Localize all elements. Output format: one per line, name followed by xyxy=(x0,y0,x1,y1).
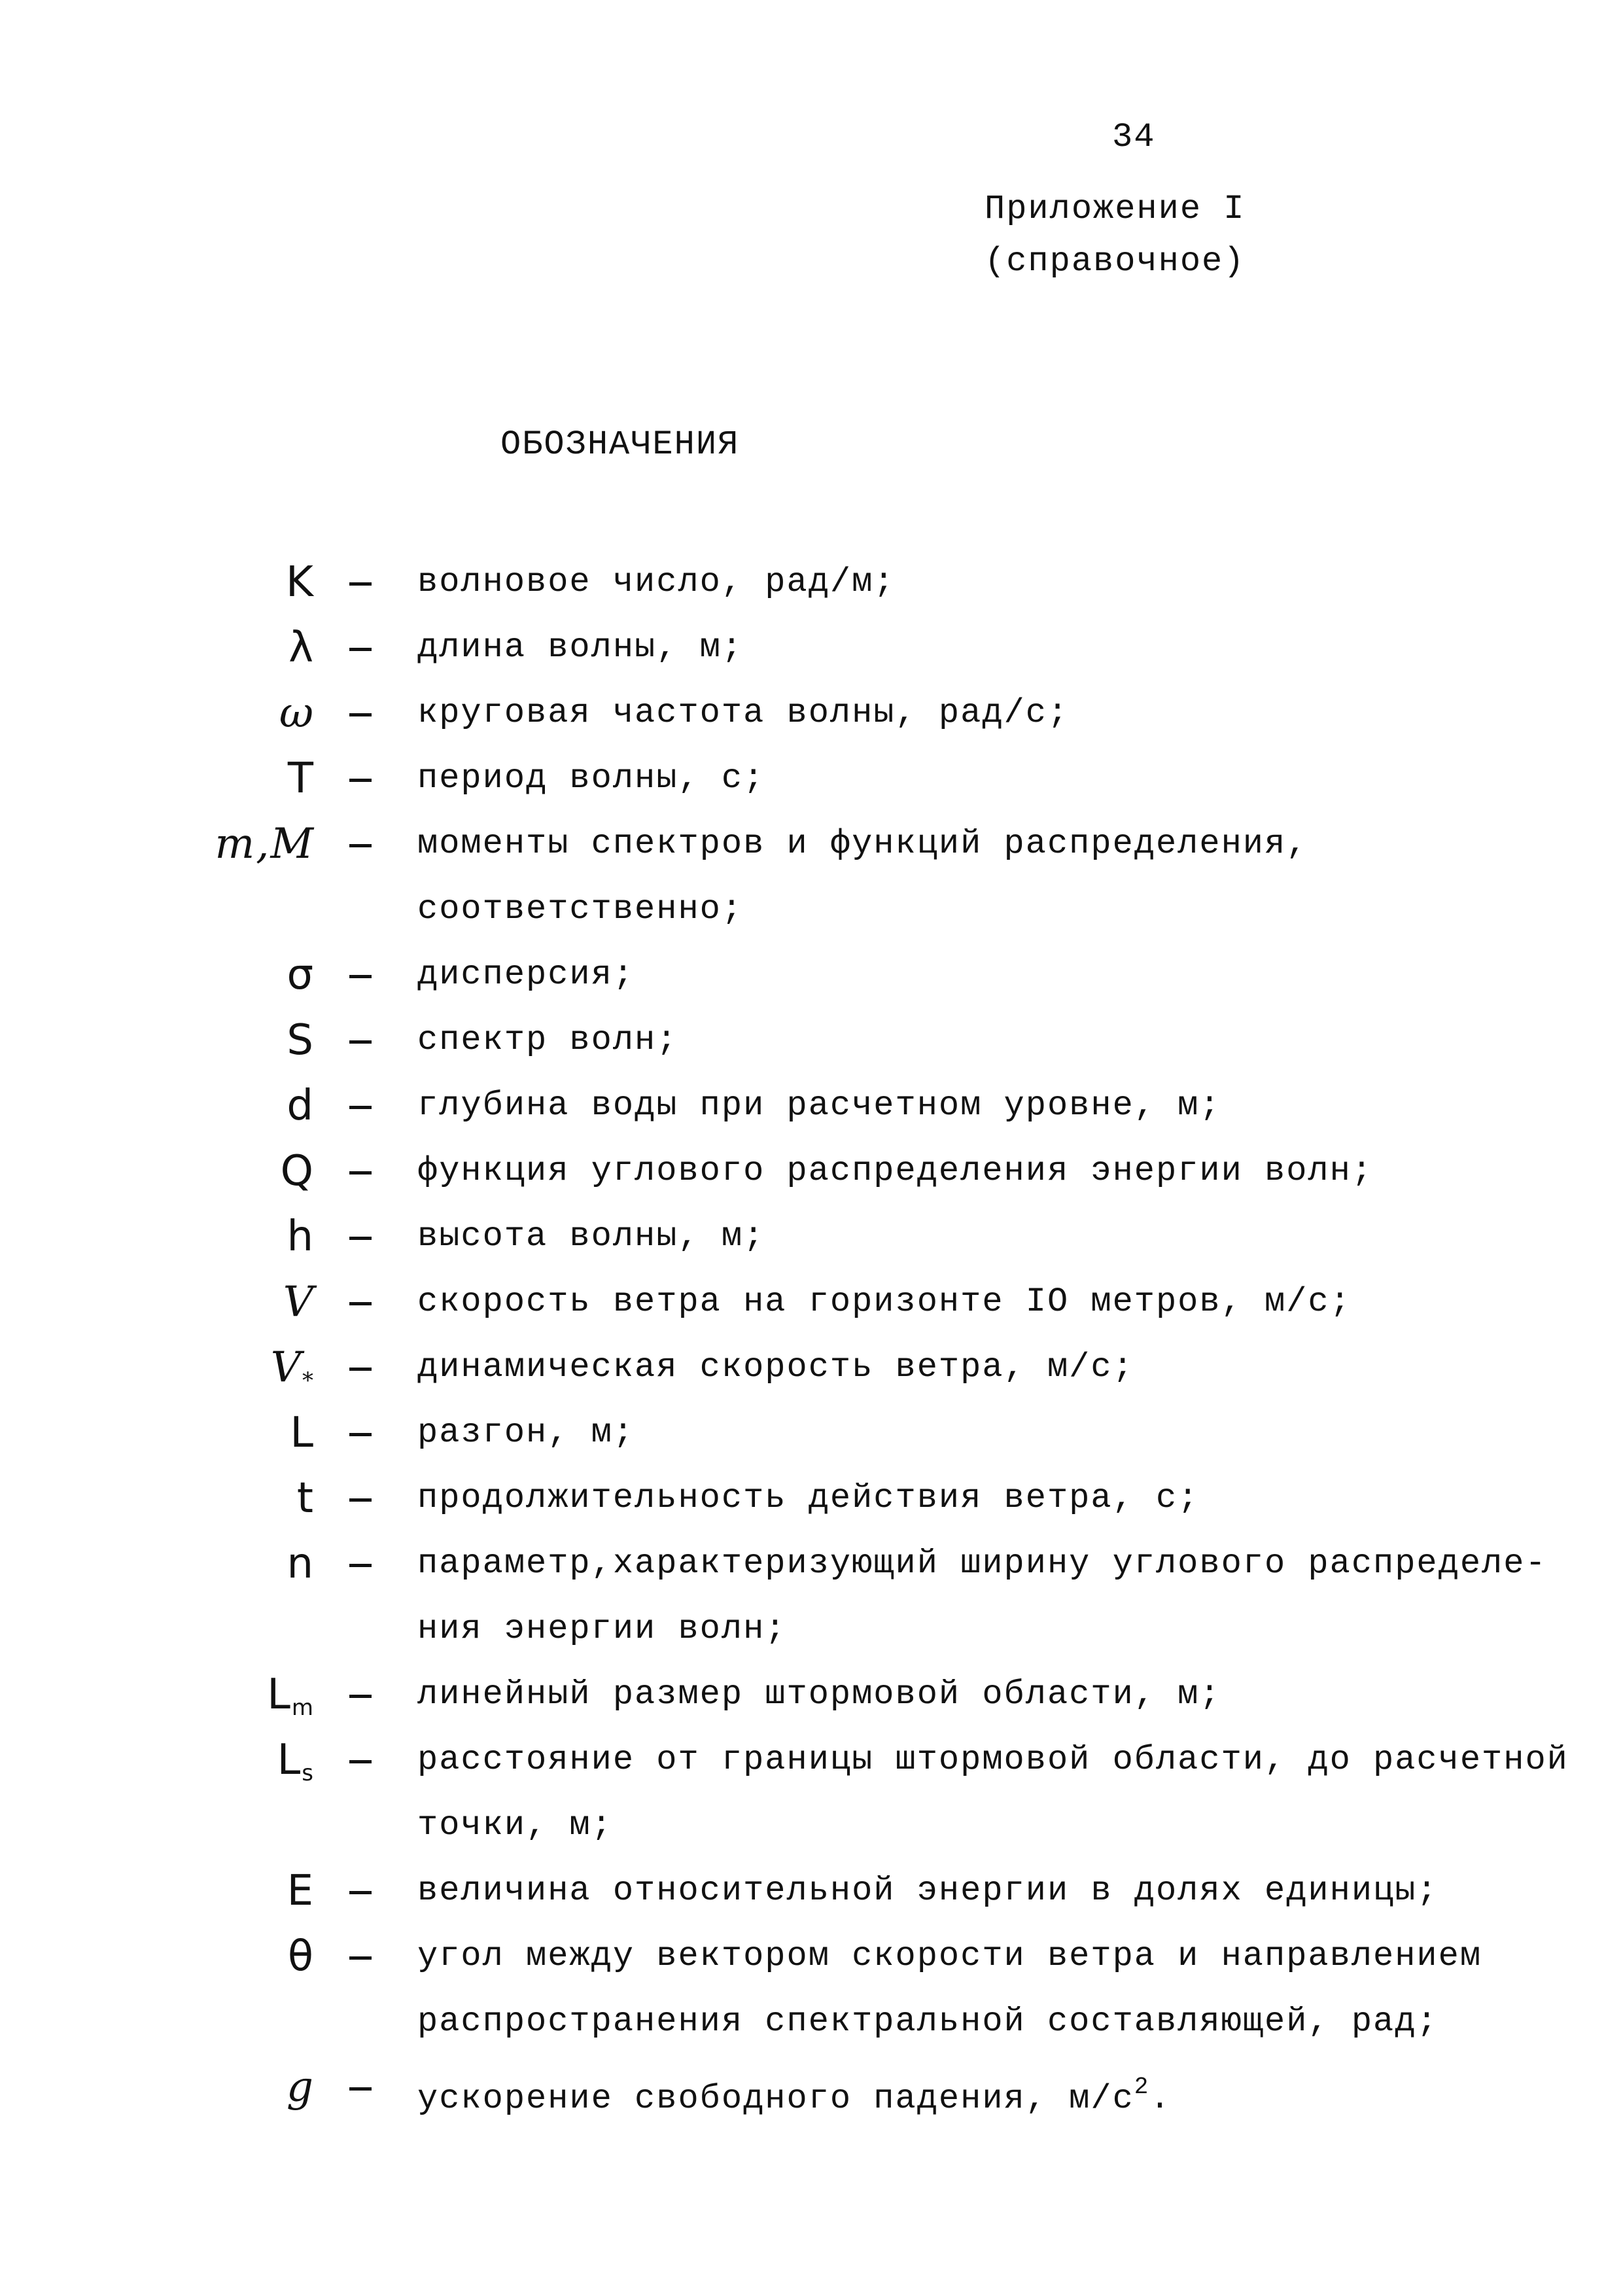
symbol-subscript: s xyxy=(302,1760,315,1786)
notation-description: длина волны, м; xyxy=(417,628,744,667)
notation-entry xyxy=(0,615,1623,680)
notation-description-continued: соответственно; xyxy=(417,890,744,928)
dash xyxy=(349,1106,372,1109)
appendix-title: Приложение I xyxy=(985,190,1246,228)
notation-entry xyxy=(0,1008,1623,1073)
dash xyxy=(349,2087,372,2091)
notation-description: продолжительность действия ветра, с; xyxy=(417,1479,1200,1517)
dash xyxy=(349,1956,372,1960)
notation-symbol: E xyxy=(287,1867,315,1915)
notation-description: волновое число, рад/м; xyxy=(417,563,896,601)
page-heading: ОБОЗНАЧЕНИЯ xyxy=(500,425,740,464)
notation-description: динамическая скорость ветра, м/с; xyxy=(417,1348,1134,1386)
notation-description: разгон, м; xyxy=(417,1413,635,1452)
dash xyxy=(349,582,372,586)
notation-symbol: L xyxy=(290,1409,315,1457)
appendix-note: (справочное) xyxy=(985,242,1246,281)
symbol-subscript: * xyxy=(302,1368,315,1394)
notation-description: параметр,характеризующий ширину углового распределе- xyxy=(417,1544,1547,1583)
notation-entry xyxy=(0,1466,1623,1531)
notation-entry xyxy=(0,811,1623,928)
notation-symbol: m,M xyxy=(215,820,315,868)
dash xyxy=(349,1433,372,1436)
dash xyxy=(349,1760,372,1763)
notation-description-continued: ния энергии волн; xyxy=(417,1610,787,1648)
notation-symbol: T xyxy=(287,754,315,803)
notation-description: линейный размер штормовой области, м; xyxy=(417,1675,1221,1714)
notation-symbol xyxy=(277,1727,315,1793)
notation-symbol: h xyxy=(287,1212,315,1261)
notation-description xyxy=(417,2055,1172,2132)
notation-description: круговая частота волны, рад/с; xyxy=(417,694,1070,732)
symbol-base: L xyxy=(277,1736,302,1784)
notation-entry xyxy=(0,1662,1623,1727)
dash xyxy=(349,1237,372,1240)
notation-entry xyxy=(0,1727,1623,1845)
notation-description: спектр волн; xyxy=(417,1021,678,1059)
notation-description: дисперсия; xyxy=(417,955,635,994)
notation-symbol xyxy=(267,1662,315,1727)
notation-symbol: S xyxy=(287,1016,315,1065)
symbol-base: L xyxy=(267,1670,292,1719)
dash xyxy=(349,1171,372,1174)
dash xyxy=(349,1368,372,1371)
notation-description: расстояние от границы штормовой области, до расчетной xyxy=(417,1740,1569,1779)
notation-entry xyxy=(0,1073,1623,1139)
notation-entry xyxy=(0,1269,1623,1335)
dash xyxy=(349,713,372,716)
description-text: ускорение свободного падения, м/с xyxy=(417,2079,1134,2118)
dash xyxy=(349,1302,372,1305)
notation-description: высота волны, м; xyxy=(417,1217,765,1256)
notation-description: период волны, с; xyxy=(417,759,765,798)
notation-entry xyxy=(0,942,1623,1008)
symbol-base: V xyxy=(270,1343,302,1392)
page-number: 34 xyxy=(1112,118,1156,156)
notation-symbol: λ xyxy=(288,624,315,672)
notation-description-continued: распространения спектральной составляющей, рад; xyxy=(417,2002,1439,2041)
notation-symbol: σ xyxy=(287,951,315,999)
dash xyxy=(349,648,372,651)
notation-entry xyxy=(0,746,1623,811)
notation-entry xyxy=(0,1139,1623,1204)
notation-symbol: d xyxy=(287,1082,315,1130)
notation-symbol: t xyxy=(296,1474,315,1523)
dash xyxy=(349,1891,372,1894)
notation-description: величина относительной энергии в долях единицы; xyxy=(417,1871,1439,1910)
notation-symbol: ω xyxy=(279,689,315,737)
notation-symbol xyxy=(271,1335,315,1400)
dash xyxy=(349,1040,372,1044)
notation-entry xyxy=(0,1335,1623,1400)
notation-entry xyxy=(0,1204,1623,1269)
dash xyxy=(349,1498,372,1502)
notation-entry xyxy=(0,1924,1623,2041)
dash xyxy=(349,975,372,978)
symbol-subscript: m xyxy=(291,1695,315,1721)
notation-symbol: n xyxy=(287,1540,315,1588)
notation-symbol: θ xyxy=(287,1932,315,1981)
notation-description: глубина воды при расчетном уровне, м; xyxy=(417,1086,1221,1125)
notation-entry xyxy=(0,2055,1623,2120)
notation-description: скорость ветра на горизонте IO метров, м/с; xyxy=(417,1282,1352,1321)
description-end: . xyxy=(1149,2079,1172,2118)
notation-symbol: V xyxy=(283,1278,315,1326)
notation-entry xyxy=(0,1858,1623,1924)
notation-description: угол между вектором скорости ветра и направлением xyxy=(417,1937,1482,1975)
notation-symbol: K xyxy=(286,558,315,607)
notation-symbol: Q xyxy=(280,1147,315,1195)
dash xyxy=(349,779,372,782)
superscript: 2 xyxy=(1134,2074,1150,2100)
dash xyxy=(349,1564,372,1567)
notation-entry xyxy=(0,1531,1623,1648)
notation-entry xyxy=(0,680,1623,746)
notation-description-continued: точки, м; xyxy=(417,1806,613,1845)
notation-entry xyxy=(0,1400,1623,1466)
notation-description: моменты спектров и функций распределения, xyxy=(417,824,1308,863)
dash xyxy=(349,1695,372,1698)
notation-entry xyxy=(0,550,1623,615)
notation-description: функция углового распределения энергии волн; xyxy=(417,1152,1374,1190)
notation-symbol: g xyxy=(287,2063,315,2111)
dash xyxy=(349,844,372,847)
